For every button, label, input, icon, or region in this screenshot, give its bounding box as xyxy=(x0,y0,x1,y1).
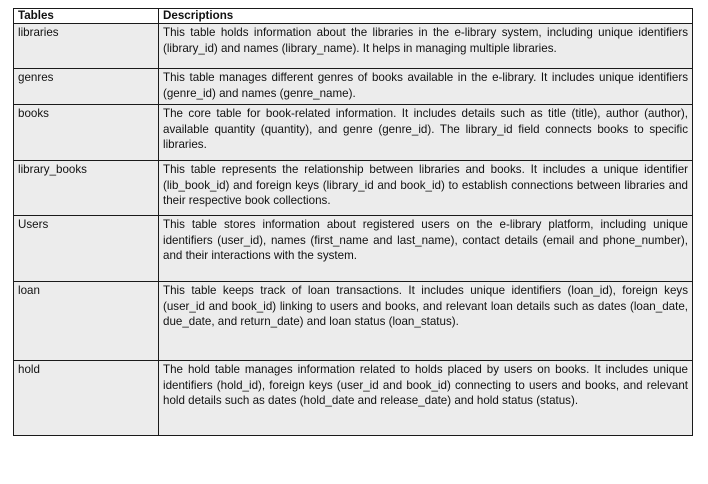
table-row xyxy=(14,282,693,361)
description-cell: This table manages different genres of books available in the e-library. It includes unique identifiers (genre_id) and names (genre_name). xyxy=(159,69,693,105)
description-cell: This table keeps track of loan transactions. It includes unique identifiers (loan_id), foreign keys (user_id and book_id) linking to users and books, and relevant loan details such as dates (loan_date, due_date, and return_date) and loan status (loan_status). xyxy=(159,282,693,361)
table-row xyxy=(14,105,693,161)
table-row xyxy=(14,161,693,216)
table-row xyxy=(14,69,693,105)
table-name-cell: loan xyxy=(14,282,159,361)
description-cell: This table stores information about registered users on the e-library platform, including unique identifiers (user_id), names (first_name and last_name), contact details (email and phone_number), and their interactions with the system. xyxy=(159,216,693,282)
table-name-cell: library_books xyxy=(14,161,159,216)
description-cell: This table represents the relationship between libraries and books. It includes a unique identifier (lib_book_id) and foreign keys (library_id and book_id) to establish connections between libraries and their respective book collections. xyxy=(159,161,693,216)
description-cell: This table holds information about the libraries in the e-library system, including unique identifiers (library_id) and names (library_name). It helps in managing multiple libraries. xyxy=(159,24,693,69)
description-cell: The hold table manages information related to holds placed by users on books. It includes unique identifiers (hold_id), foreign keys (user_id and book_id) connecting to users and books, and relevant hold details such as dates (hold_date and release_date) and hold status (status). xyxy=(159,361,693,436)
table-row xyxy=(14,361,693,436)
table-body xyxy=(14,24,693,436)
table-header xyxy=(14,9,693,24)
table-row xyxy=(14,24,693,69)
header-row xyxy=(14,9,693,24)
table-name-cell: libraries xyxy=(14,24,159,69)
table-row xyxy=(14,216,693,282)
tables-description-table xyxy=(13,8,693,436)
table-name-cell: genres xyxy=(14,69,159,105)
table-name-cell: books xyxy=(14,105,159,161)
table-name-cell: hold xyxy=(14,361,159,436)
table-name-cell: Users xyxy=(14,216,159,282)
header-tables: Tables xyxy=(14,9,159,24)
header-descriptions: Descriptions xyxy=(159,9,693,24)
description-cell: The core table for book-related information. It includes details such as title (title), author (author), available quantity (quantity), and genre (genre_id). The library_id field connects books to specific libraries. xyxy=(159,105,693,161)
